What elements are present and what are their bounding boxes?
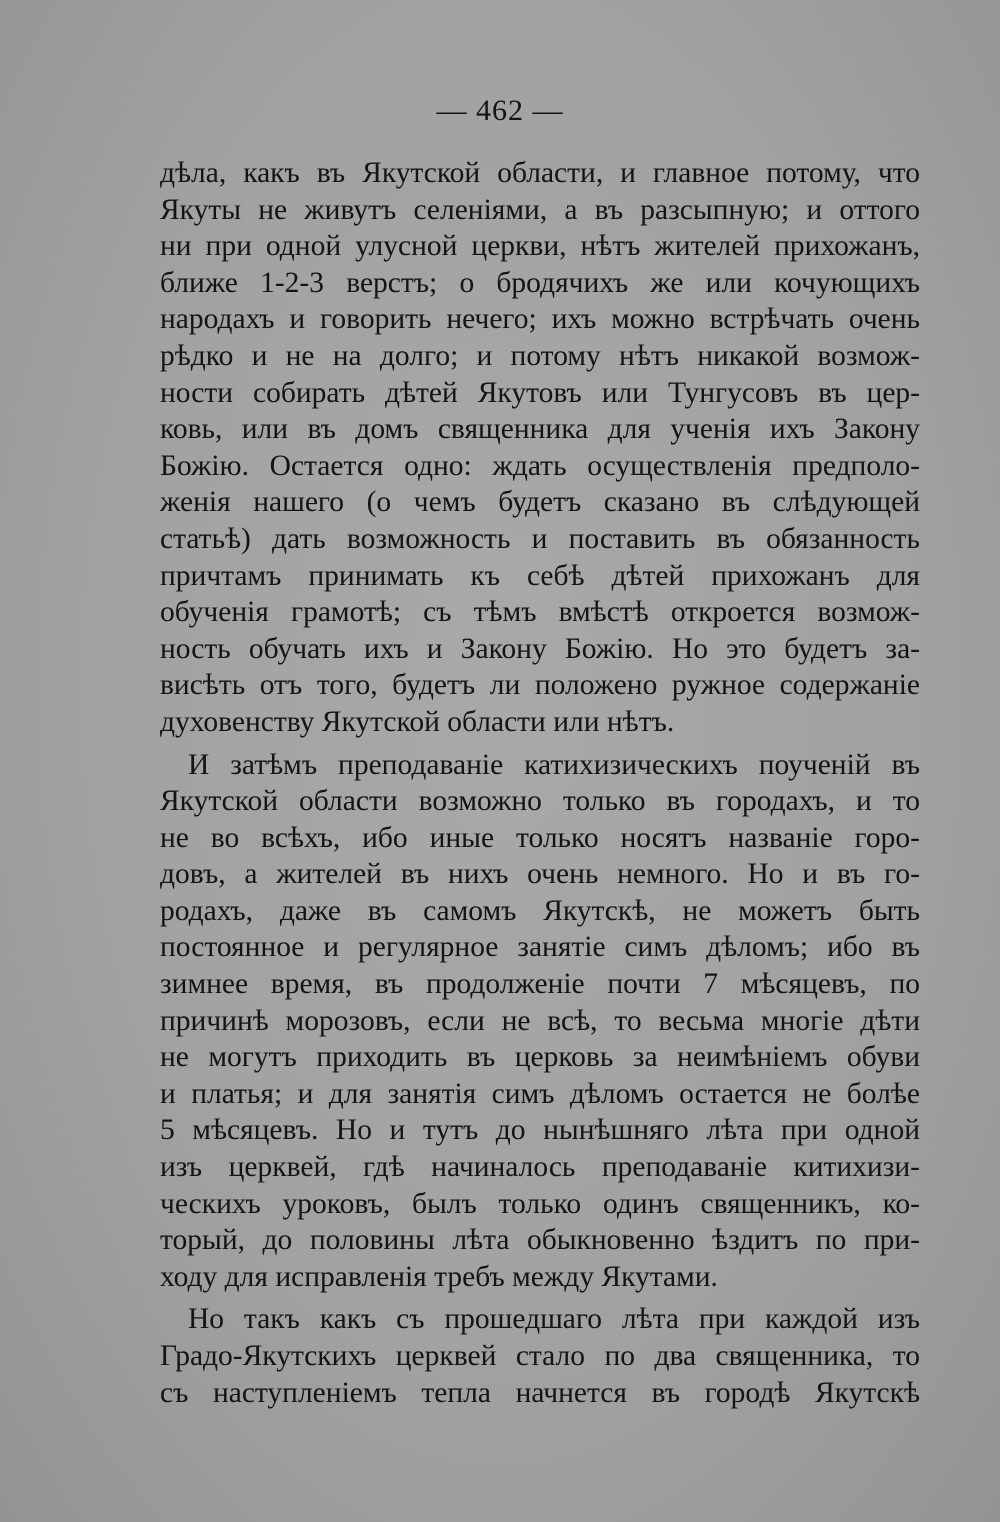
text-line: 5 мѣсяцевъ. Но и тутъ до нынѣшняго лѣта при одной xyxy=(160,1114,920,1147)
text-line: причинѣ морозовъ, если не всѣ, то весьма многіе дѣти xyxy=(160,1004,920,1037)
text-line: рѣдко и не на долго; и потому нѣтъ никакой возмож- xyxy=(160,339,920,372)
text-line: ни при одной улусной церкви, нѣтъ жителей прихожанъ, xyxy=(160,230,920,263)
text-line: съ наступленіемъ тепла начнется въ городѣ Якутскѣ xyxy=(160,1376,920,1409)
text-line: торый, до половины лѣта обыкновенно ѣздитъ по при- xyxy=(160,1224,920,1257)
text-line: ность обучать ихъ и Закону Божію. Но это будетъ за- xyxy=(160,632,920,665)
text-line: духовенству Якутской области или нѣтъ. xyxy=(160,705,675,738)
text-line: дѣла, какъ въ Якутской области, и главное потому, что xyxy=(160,157,920,189)
text-line: ближе 1-2-3 верстъ; о бродячихъ же или кочующихъ xyxy=(160,266,920,299)
text-line: и платья; и для занятія симъ дѣломъ остается не болѣе xyxy=(160,1077,920,1110)
text-line: Градо-Якутскихъ церквей стало по два священника, то xyxy=(160,1340,920,1372)
text-line: ковь, или въ домъ священника для ученія ихъ Закону xyxy=(160,413,920,446)
body-text xyxy=(160,155,920,1411)
paragraph-2 xyxy=(160,747,920,1296)
text-line: Божію. Остается одно: ждать осуществленія предполо- xyxy=(160,449,920,482)
text-line: Якуты не живутъ селеніями, а въ разсыпную; и оттого xyxy=(160,193,920,226)
paragraph-3 xyxy=(160,1301,920,1411)
text-line: ходу для исправленія требъ между Якутами. xyxy=(160,1260,718,1293)
page-number: — 462 — xyxy=(436,94,564,127)
text-line: довъ, а жителей въ нихъ очень немного. Но и въ го- xyxy=(160,858,920,891)
text-line: постоянное и регулярное занятіе симъ дѣломъ; ибо въ xyxy=(160,931,920,964)
text-line: не во всѣхъ, ибо иные только носятъ названіе горо- xyxy=(160,821,920,854)
text-line: родахъ, даже въ самомъ Якутскѣ, не можетъ быть xyxy=(160,894,920,927)
text-line: висѣть отъ того, будетъ ли положено ружное содержаніе xyxy=(160,669,920,702)
paragraph-1 xyxy=(160,155,920,741)
text-line: ческихъ уроковъ, былъ только одинъ священникъ, ко- xyxy=(160,1187,920,1220)
text-line: обученія грамотѣ; съ тѣмъ вмѣстѣ откроется возмож- xyxy=(160,596,920,629)
text-line: статьѣ) дать возможность и поставить въ обязанность xyxy=(160,522,920,555)
text-line: не могутъ приходить въ церковь за неимѣніемъ обуви xyxy=(160,1041,920,1074)
text-line: народахъ и говорить нечего; ихъ можно встрѣчать очень xyxy=(160,303,920,336)
text-line: ности собирать дѣтей Якутовъ или Тунгусовъ въ цер- xyxy=(160,376,920,409)
text-line: изъ церквей, гдѣ начиналось преподаваніе китихизи- xyxy=(160,1151,920,1184)
text-line: Но такъ какъ съ прошедшаго лѣта при каждой изъ xyxy=(188,1303,920,1336)
text-line: женія нашего (о чемъ будетъ сказано въ слѣдующей xyxy=(160,486,920,519)
text-line: причтамъ принимать къ себѣ дѣтей прихожанъ для xyxy=(160,559,920,592)
text-line: Якутской области возможно только въ городахъ, и то xyxy=(160,785,920,818)
text-line: И затѣмъ преподаваніе катихизическихъ поученій въ xyxy=(188,748,920,781)
text-line: зимнее время, въ продолженіе почти 7 мѣсяцевъ, по xyxy=(160,968,920,1001)
